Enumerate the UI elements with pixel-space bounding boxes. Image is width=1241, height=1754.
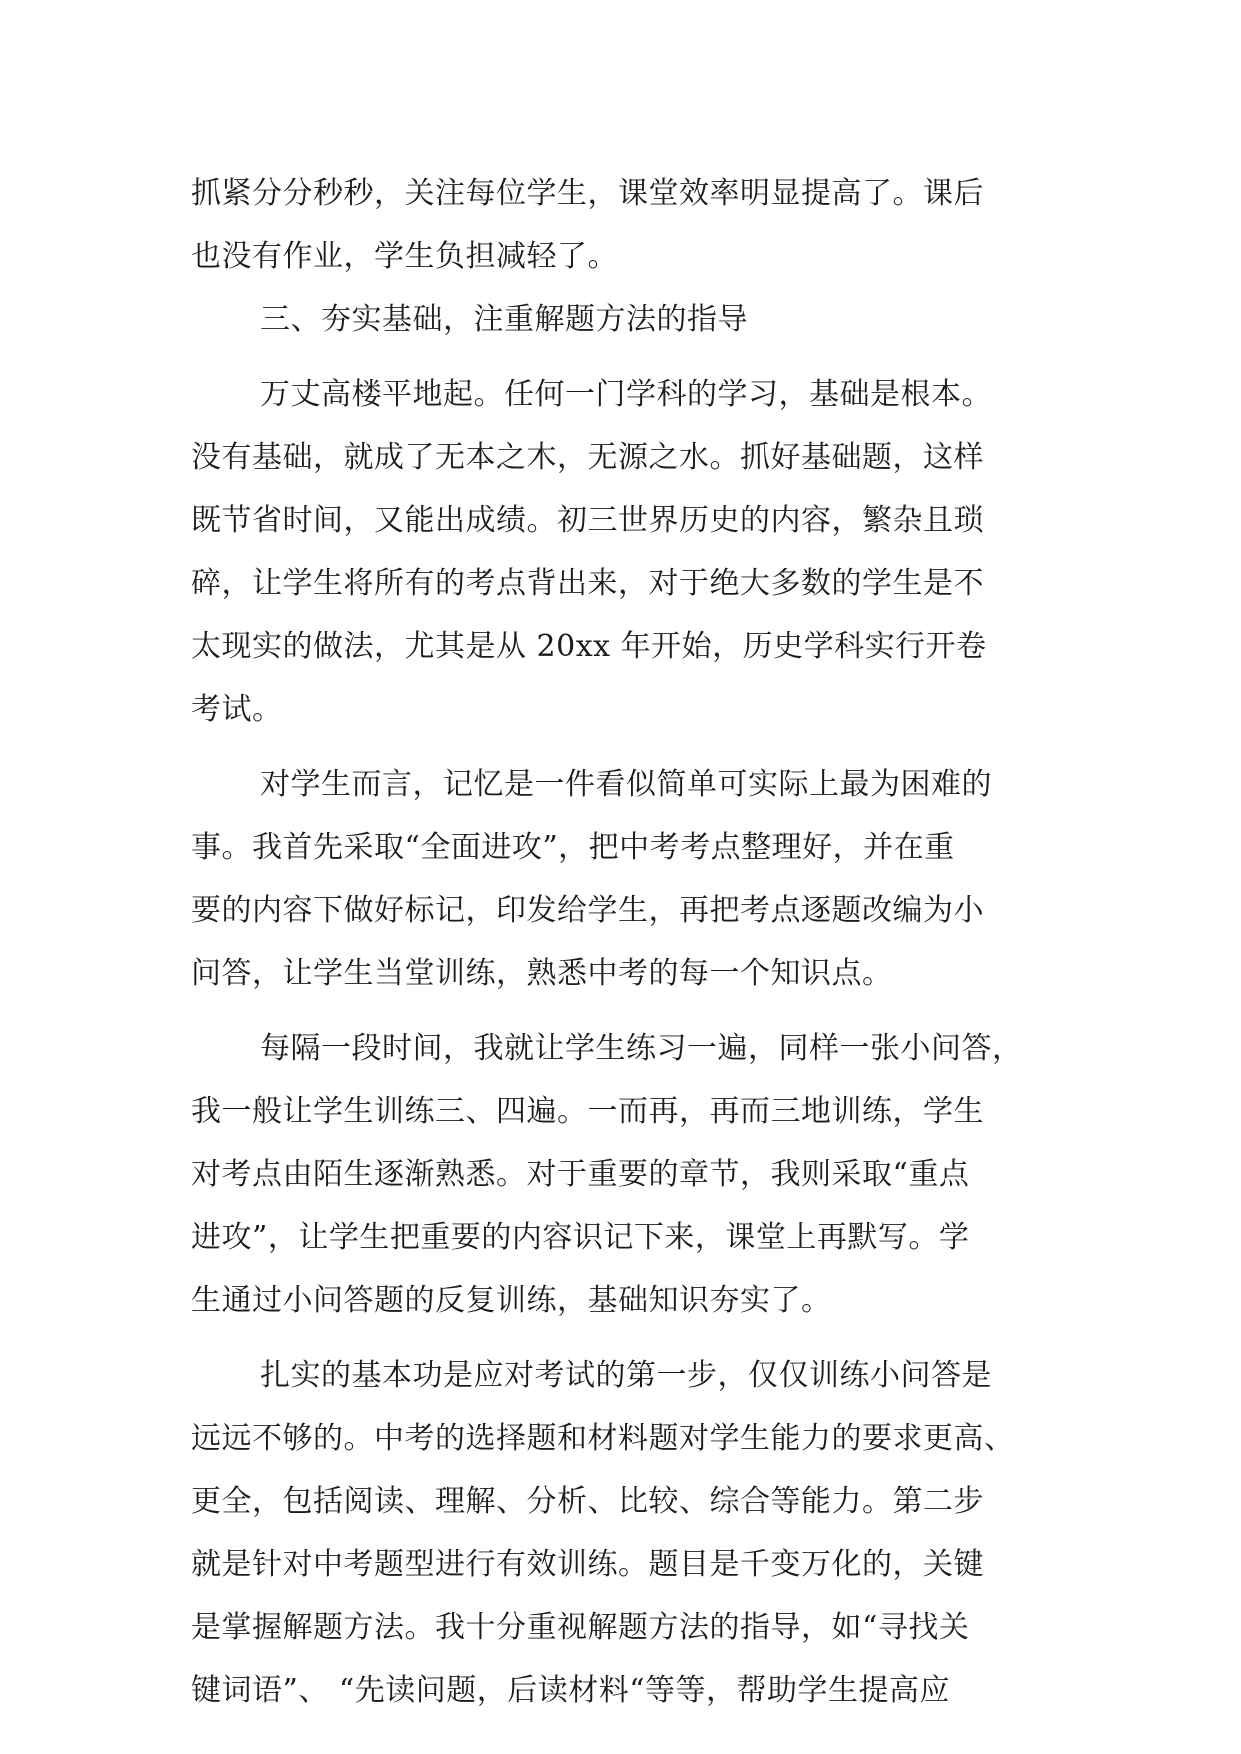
text-line: 考试。 [191, 692, 283, 727]
section-heading: 三、夯实基础，注重解题方法的指导 [260, 302, 748, 337]
text-line: 我一般让学生训练三、四遍。一而再，再而三地训练，学生 [191, 1094, 984, 1129]
body-text [191, 162, 1051, 1722]
text-line: 更全，包括阅读、理解、分析、比较、综合等能力。第二步 [191, 1484, 984, 1519]
text-line: 太现实的做法，尤其是从 20xx 年开始，历史学科实行开卷 [191, 629, 987, 664]
text-line: 事。我首先采取“全面进攻”，把中考考点整理好，并在重 [191, 830, 955, 865]
text-line: 对考点由陌生逐渐熟悉。对于重要的章节，我则采取“重点 [191, 1157, 970, 1192]
text-line: 进攻”，让学生把重要的内容识记下来，课堂上再默写。学 [191, 1220, 970, 1255]
text-line: 就是针对中考题型进行有效训练。题目是千变万化的，关键 [191, 1547, 984, 1582]
text-line: 键词语”、 “先读问题，后读材料“等等，帮助学生提高应 [191, 1673, 951, 1708]
text-line: 扎实的基本功是应对考试的第一步，仅仅训练小问答是 [260, 1358, 992, 1393]
text-line: 对学生而言，记忆是一件看似简单可实际上最为困难的 [260, 767, 992, 802]
text-line: 万丈高楼平地起。任何一门学科的学习，基础是根本。 [260, 377, 992, 412]
text-line: 没有基础，就成了无本之木，无源之水。抓好基础题，这样 [191, 440, 984, 475]
text-line: 碎，让学生将所有的考点背出来，对于绝大多数的学生是不 [191, 566, 984, 601]
text-line: 要的内容下做好标记，印发给学生，再把考点逐题改编为小 [191, 893, 984, 928]
text-line: 也没有作业，学生负担减轻了。 [191, 239, 618, 274]
text-line: 既节省时间，又能出成绩。初三世界历史的内容，繁杂且琐 [191, 503, 984, 538]
text-line: 远远不够的。中考的选择题和材料题对学生能力的要求更高、 [191, 1421, 1015, 1456]
text-line: 生通过小问答题的反复训练，基础知识夯实了。 [191, 1283, 832, 1318]
text-line: 是掌握解题方法。我十分重视解题方法的指导，如“寻找关 [191, 1610, 970, 1645]
text-line: 抓紧分分秒秒，关注每位学生，课堂效率明显提高了。课后 [191, 176, 984, 211]
text-line: 问答，让学生当堂训练，熟悉中考的每一个知识点。 [191, 956, 893, 991]
text-line: 每隔一段时间，我就让学生练习一遍，同样一张小问答， [260, 1031, 1023, 1066]
